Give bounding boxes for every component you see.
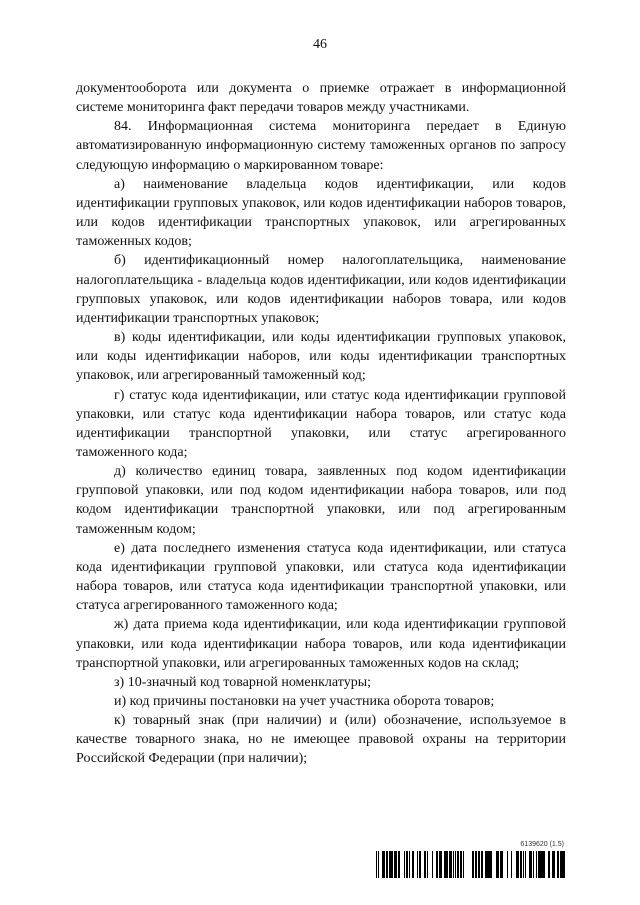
list-item-zh: ж) дата приема кода идентификации, или кода идентификации групповой упаковки, или кода идентификации набора товаров, или кода идентификации транспортной упаковки, или агрегированных таможенных кодов на склад;: [76, 617, 566, 671]
paragraph-continuation: документооборота или документа о приемке отражает в информационной системе мониторинга факт передачи товаров между участниками.: [76, 81, 566, 116]
list-item-a: а) наименование владельца кодов идентификации, или кодов идентификации групповых упаковок, или кодов идентификации наборов товаров, или кодов идентификации транспортных упаковок, или агрегированных таможенных кодов;: [76, 176, 566, 250]
list-item-k: к) товарный знак (при наличии) и (или) обозначение, используемое в качестве товарного знака, но не имеющее правовой охраны на территории Российской Федерации (при наличии);: [76, 713, 566, 767]
list-item-i: и) код причины постановки на учет участника оборота товаров;: [114, 694, 495, 709]
list-item-z: з) 10-значный код товарной номенклатуры;: [114, 674, 371, 690]
list-item-b: б) идентификационный номер налогоплательщика, наименование налогоплательщика - владельца кодов идентификации, или кодов идентификации групповых упаковок, или кодов идентификации наборов товара, или кодов идентификации транспортных упаковок;: [76, 253, 566, 326]
document-body: [76, 79, 566, 769]
barcode-image: [376, 851, 565, 878]
list-item-d: д) количество единиц товара, заявленных под кодом идентификации групповой упаковки, или под кодом идентификации набора товаров, или под кодом идентификации транспортной упаковки, или под агрегированным таможенным кодом;: [76, 464, 566, 537]
paragraph-84: 84. Информационная система мониторинга передает в Единую автоматизированную информационную систему таможенных органов по запросу следующую информацию о маркированном товаре:: [76, 119, 566, 173]
document-stamp: 6139620 (1.5): [520, 841, 564, 848]
list-item-v: в) коды идентификации, или коды идентификации групповых упаковок, или коды идентификации наборов, или коды идентификации транспортных упаковок, или агрегированный таможенный код;: [76, 330, 566, 384]
page-number: 46: [313, 37, 327, 52]
list-item-g: г) статус кода идентификации, или статус кода идентификации групповой упаковки, или статус кода идентификации набора товаров, или статус кода идентификации транспортной упаковки, или статус агрегированного таможенного кода;: [76, 387, 566, 460]
list-item-e: е) дата последнего изменения статуса кода идентификации, или статуса кода идентификации групповой упаковки, или статуса кода идентификации набора товаров, или статуса кода идентификации транспортной упаковки, или статуса агрегированного таможенного кода;: [76, 540, 566, 614]
